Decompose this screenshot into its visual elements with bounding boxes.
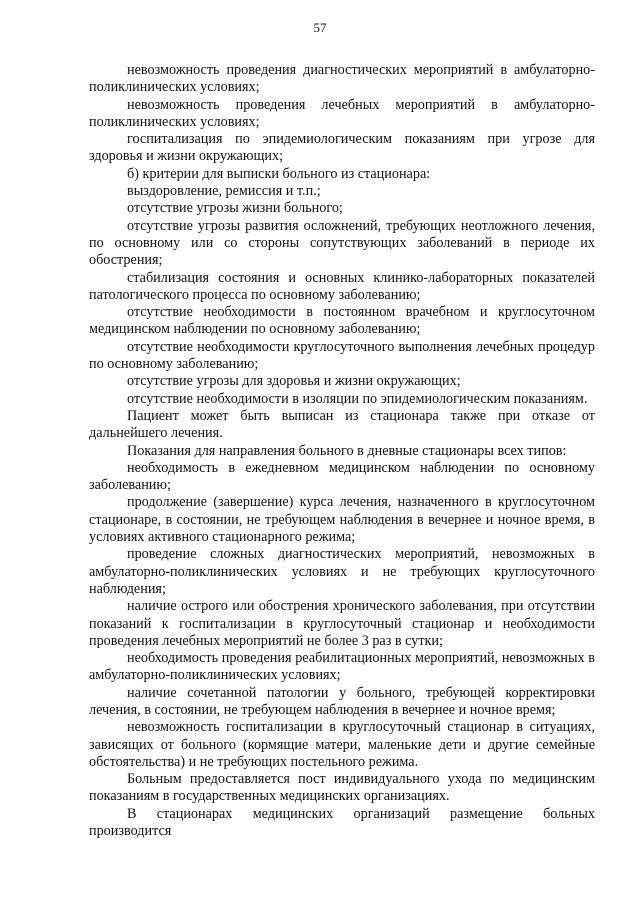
paragraph: Больным предоставляется пост индивидуального ухода по медицинским показаниям в государственных медицинских организациях.: [89, 771, 595, 805]
paragraph: невозможность госпитализации в круглосуточный стационар в ситуациях, зависящих от больного (кормящие матери, маленькие дети и другие семейные обстоятельства) и не требующих постельного режима.: [89, 719, 595, 770]
paragraph: В стационарах медицинских организаций размещение больных производится: [89, 805, 595, 840]
paragraph: отсутствие угрозы развития осложнений, требующих неотложного лечения, по основному или со стороны сопутствующих заболеваний в периоде их обострения;: [89, 217, 595, 269]
paragraph: отсутствие необходимости в постоянном врачебном и круглосуточном медицинском наблюдении по основному заболеванию;: [89, 304, 595, 338]
paragraph: продолжение (завершение) курса лечения, назначенного в круглосуточном стационаре, в состоянии, не требующем наблюдения в вечернее и ночное время, в условиях активного стационарного режима;: [89, 494, 595, 546]
paragraph: отсутствие необходимости в изоляции по эпидемиологическим показаниям.: [127, 390, 588, 407]
paragraph: отсутствие угрозы жизни больного;: [127, 200, 343, 217]
paragraph: необходимость проведения реабилитационных мероприятий, невозможных в амбулаторно-поликлинических условиях;: [89, 650, 595, 684]
paragraph: Показания для направления больного в дневные стационары всех типов:: [127, 442, 567, 459]
paragraph: Пациент может быть выписан из стационара также при отказе от дальнейшего лечения.: [89, 407, 595, 442]
page-number: 57: [313, 20, 327, 35]
paragraph: наличие сочетанной патологии у больного, требующей корректировки лечения, в состоянии, не требующем наблюдения в вечернее и ночное время;: [89, 684, 595, 718]
paragraph: отсутствие необходимости круглосуточного выполнения лечебных процедур по основному заболеванию;: [89, 338, 595, 373]
document-body: [89, 62, 595, 840]
paragraph: невозможность проведения диагностических мероприятий в амбулаторно-поликлинических условиях;: [89, 62, 595, 96]
paragraph: стабилизация состояния и основных клинико-лабораторных показателей патологического процесса по основному заболеванию;: [89, 269, 595, 303]
paragraph: наличие острого или обострения хронического заболевания, при отсутствии показаний к госпитализации в круглосуточный стационар и необходимости проведения лечебных мероприятий не более 3 раз в сутки;: [89, 598, 595, 649]
paragraph: госпитализация по эпидемиологическим показаниям при угрозе для здоровья и жизни окружающих;: [89, 131, 595, 165]
paragraph: невозможность проведения лечебных мероприятий в амбулаторно-поликлинических условиях;: [89, 96, 595, 130]
paragraph: б) критерии для выписки больного из стационара:: [127, 165, 431, 182]
paragraph: проведение сложных диагностических мероприятий, невозможных в амбулаторно-поликлинических условиях и не требующих круглосуточного наблюдения;: [89, 546, 595, 597]
paragraph: отсутствие угрозы для здоровья и жизни окружающих;: [127, 373, 461, 390]
paragraph: выздоровление, ремиссия и т.п.;: [127, 183, 321, 200]
paragraph: необходимость в ежедневном медицинском наблюдении по основному заболеванию;: [89, 459, 595, 494]
